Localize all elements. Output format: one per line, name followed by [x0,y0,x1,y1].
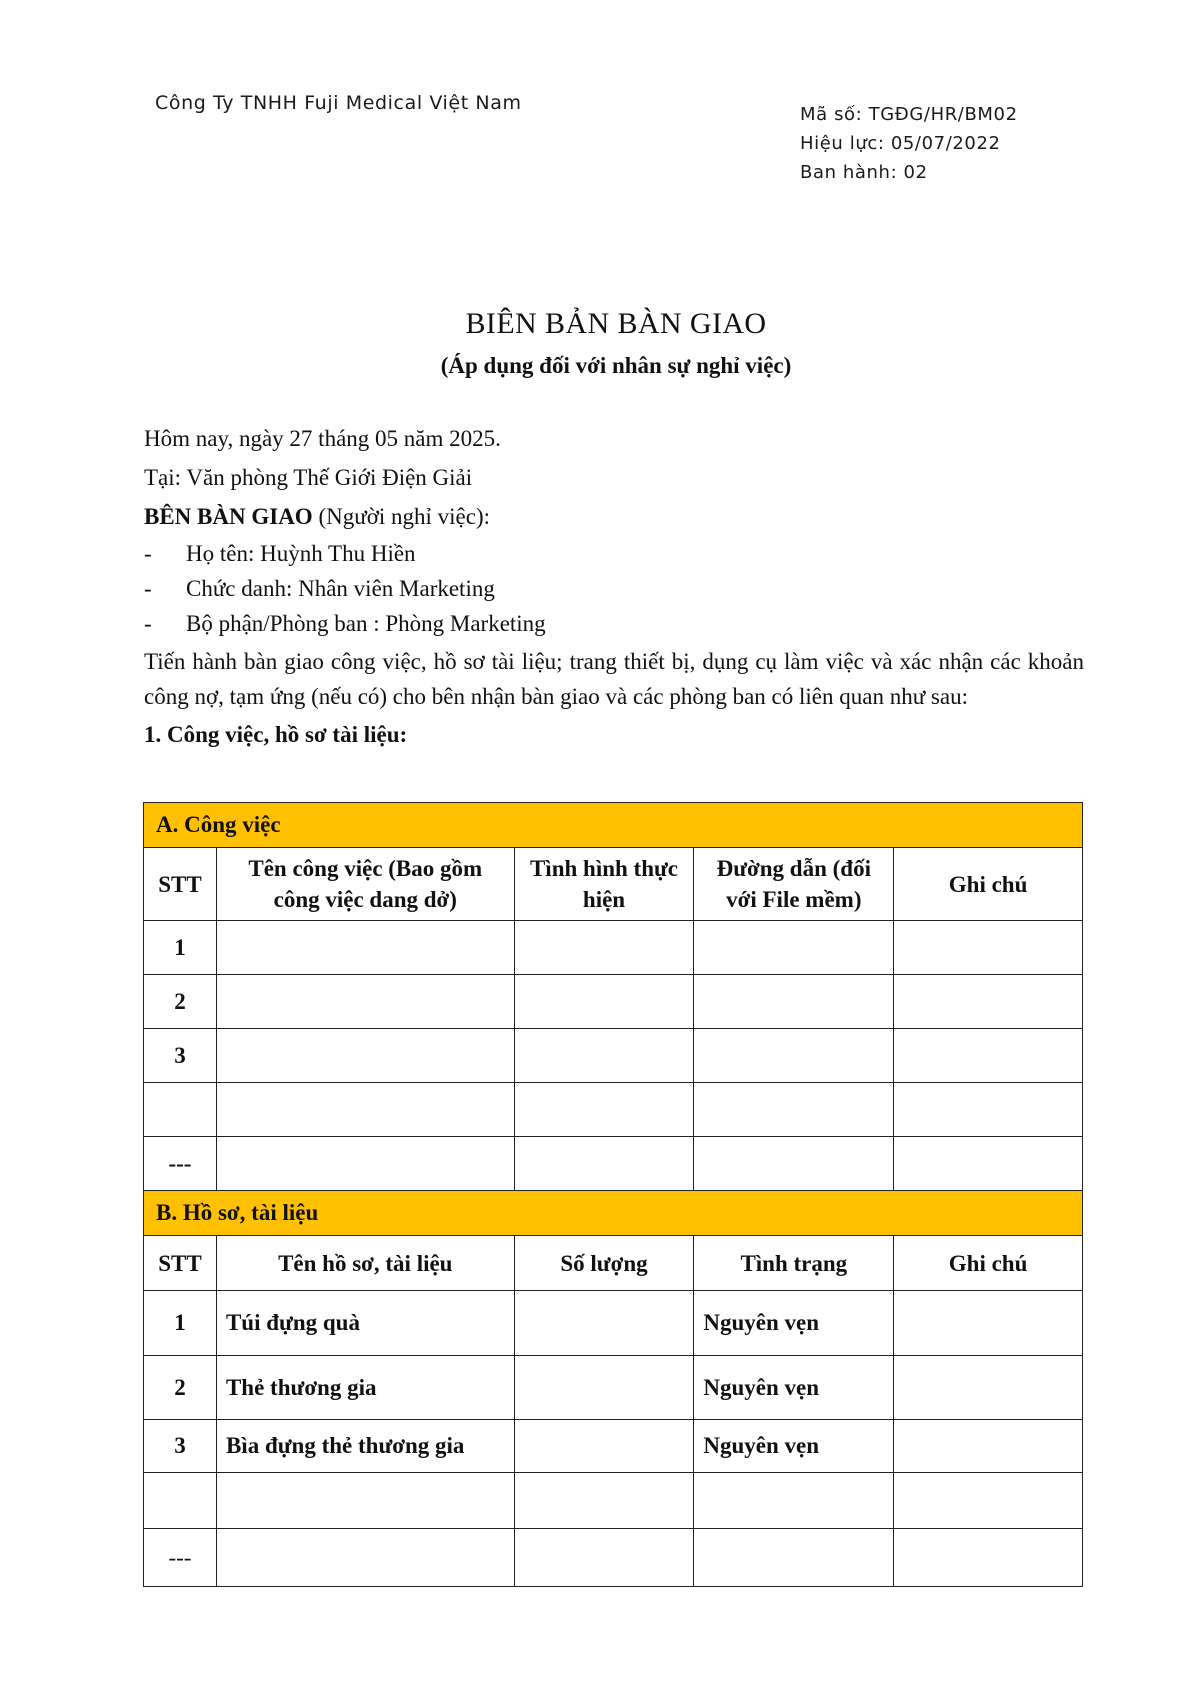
table-cell [216,1083,514,1137]
header-row [144,848,1083,921]
header-cell: Tên công việc (Bao gồm công việc dang dở) [216,848,514,921]
band-label: A. Công việc [144,803,1083,848]
bullet-text: Bộ phận/Phòng ban : Phòng Marketing [186,611,546,636]
table-cell: 3 [144,1029,217,1083]
table-cell [216,975,514,1029]
date-line: Hôm nay, ngày 27 tháng 05 năm 2025. [144,426,501,451]
document-body [144,419,1084,754]
header-cell: Đường dẫn (đối với File mềm) [694,848,894,921]
header-row [144,1236,1083,1291]
header-cell: Tên hồ sơ, tài liệu [216,1236,514,1291]
table-cell: Túi đựng quà [216,1291,514,1356]
table-cell [514,1529,694,1587]
table-cell [694,1083,894,1137]
table-cell [694,921,894,975]
table-cell: --- [144,1137,217,1191]
place-line: Tại: Văn phòng Thế Giới Điện Giải [144,465,473,490]
bullet-department [144,606,1084,641]
table-cell [514,1029,694,1083]
bullet-dash: - [144,541,152,566]
header-cell: Tình trạng [694,1236,894,1291]
table-cell: Thẻ thương gia [216,1356,514,1420]
table-cell: 2 [144,975,217,1029]
form-code: Mã số: TGĐG/HR/BM02 [800,104,1018,125]
table-cell [894,1137,1083,1191]
section-title: 1. Công việc, hồ sơ tài liệu: [144,722,408,747]
table-cell: Nguyên vẹn [694,1420,894,1473]
table-cell [894,1473,1083,1529]
table-cell [894,1356,1083,1420]
table-row [144,921,1083,975]
band-row-b [144,1191,1083,1236]
table-row [144,1137,1083,1191]
table-row [144,1356,1083,1420]
table-cell [514,975,694,1029]
table-cell [514,1137,694,1191]
table-cell [514,1291,694,1356]
handover-party-line [144,497,1084,536]
table-row [144,975,1083,1029]
table-cell [216,1137,514,1191]
table-cell [894,1529,1083,1587]
table-cell: 1 [144,1291,217,1356]
bullet-dash: - [144,576,152,601]
table-cell [694,1137,894,1191]
table-cell: 2 [144,1356,217,1420]
table-cell [694,1529,894,1587]
handover-party-note: (Người nghỉ việc): [312,504,490,529]
table-cell [694,1473,894,1529]
table-cell [514,1473,694,1529]
table-cell [216,1029,514,1083]
table-cell [894,1029,1083,1083]
table-cell [216,1529,514,1587]
table-cell [894,1420,1083,1473]
table-cell [894,1083,1083,1137]
table-cell [894,921,1083,975]
header-cell: Ghi chú [894,848,1083,921]
table-cell [144,1083,217,1137]
handover-party-label: BÊN BÀN GIAO [144,504,313,529]
table-cell [894,975,1083,1029]
table-cell [144,1473,217,1529]
table-cell [514,921,694,975]
header-cell: Ghi chú [894,1236,1083,1291]
table-cell: --- [144,1529,217,1587]
company-name: Công Ty TNHH Fuji Medical Việt Nam [155,92,522,114]
document-subtitle: (Áp dụng đối với nhân sự nghỉ việc) [440,353,792,378]
band-row-a [144,803,1083,848]
table-row [144,1420,1083,1473]
table-row [144,1473,1083,1529]
table-cell [694,975,894,1029]
bullet-position [144,571,1084,606]
bullet-text: Chức danh: Nhân viên Marketing [186,576,495,601]
header-cell: STT [144,1236,217,1291]
table-cell [894,1291,1083,1356]
table-row [144,1291,1083,1356]
table-cell: Nguyên vẹn [694,1356,894,1420]
bullet-text: Họ tên: Huỳnh Thu Hiền [186,541,416,566]
header-cell: Số lượng [514,1236,694,1291]
document-title: BIÊN BẢN BÀN GIAO [465,307,767,340]
table-cell: Nguyên vẹn [694,1291,894,1356]
table-cell: Bìa đựng thẻ thương gia [216,1420,514,1473]
table-cell [514,1420,694,1473]
table-cell: 1 [144,921,217,975]
table-cell [694,1029,894,1083]
table-cell [514,1083,694,1137]
handover-paragraph: Tiến hành bàn giao công việc, hồ sơ tài liệu; trang thiết bị, dụng cụ làm việc và xác nhận các khoản công nợ, tạm ứng (nếu có) cho bên nhận bàn giao và các phòng ban có liên quan như sau: [144,649,1084,709]
header-cell: STT [144,848,217,921]
table-row [144,1029,1083,1083]
table-row [144,1529,1083,1587]
table-cell [514,1356,694,1420]
table-cell: 3 [144,1420,217,1473]
handover-table [143,802,1083,1587]
issue-number: Ban hành: 02 [800,162,928,183]
band-label: B. Hồ sơ, tài liệu [144,1191,1083,1236]
table-cell [216,1473,514,1529]
header-cell: Tình hình thực hiện [514,848,694,921]
effective-date: Hiệu lực: 05/07/2022 [800,133,1001,154]
bullet-name [144,536,1084,571]
table-cell [216,921,514,975]
bullet-dash: - [144,611,152,636]
table-row [144,1083,1083,1137]
document-meta [800,100,1018,187]
